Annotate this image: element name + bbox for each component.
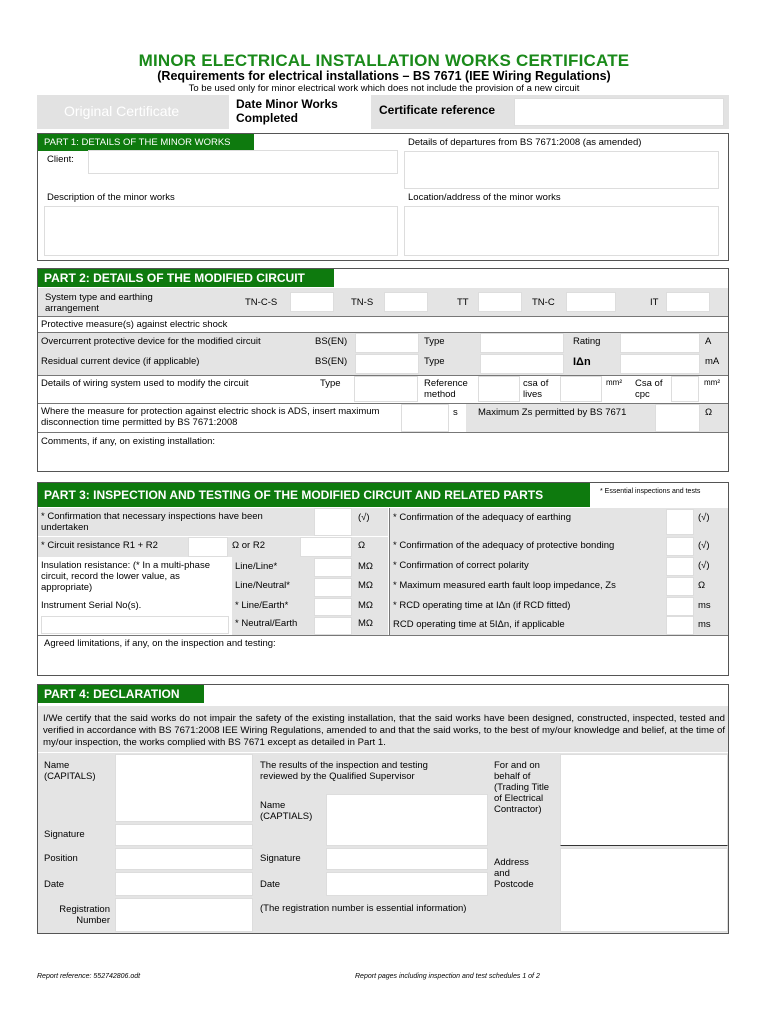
r1r2-field[interactable] — [188, 537, 228, 557]
date2-field[interactable] — [326, 872, 488, 896]
signature2-label: Signature — [260, 853, 301, 864]
tncs-checkbox[interactable] — [290, 292, 334, 312]
or-r2-label: Ω or R2 — [232, 540, 265, 551]
part3-heading: PART 3: INSPECTION AND TESTING OF THE MODIFIED CIRCUIT AND RELATED PARTS — [38, 483, 590, 507]
position-field[interactable] — [115, 848, 253, 870]
bonding-field[interactable] — [666, 537, 694, 556]
rcd-time-field[interactable] — [666, 597, 694, 616]
registration-field[interactable] — [115, 898, 253, 932]
earthing-tick: (√) — [698, 512, 710, 523]
date-completed-label: Date Minor Works Completed — [236, 97, 338, 125]
csa-lives-unit: mm² — [606, 378, 622, 387]
csa-cpc-unit: mm² — [704, 378, 720, 387]
neutral-earth-field[interactable] — [314, 617, 352, 635]
circuit-resistance-label: * Circuit resistance R1 + R2 — [41, 540, 158, 551]
idn-label: IΔn — [573, 356, 591, 368]
rcd-time5-field[interactable] — [666, 616, 694, 635]
description-field[interactable] — [44, 206, 398, 256]
date2-label: Date — [260, 879, 281, 890]
it-checkbox[interactable] — [666, 292, 710, 312]
line-neutral-label: Line/Neutral* — [235, 580, 290, 591]
ocpd-type-field[interactable] — [480, 333, 564, 353]
usage-note: To be used only for minor electrical work which does not include the provision of a new circuit — [188, 83, 580, 94]
ref-method-label: Reference method — [424, 378, 468, 400]
line-earth-unit: MΩ — [358, 600, 374, 611]
loop-impedance-field[interactable] — [666, 577, 694, 596]
polarity-tick: (√) — [698, 560, 710, 571]
position-label: Position — [44, 853, 78, 864]
max-zs-label: Maximum Zs permitted by BS 7671 — [478, 407, 627, 418]
bonding-label: * Confirmation of the adequacy of protective bonding — [393, 540, 615, 551]
r2-unit: Ω — [358, 540, 366, 551]
name2-label: Name (CAPTIALS) — [260, 800, 313, 822]
rcd-bsen-label: BS(EN) — [315, 356, 348, 367]
rcd-time5-label: RCD operating time at 5IΔn, if applicable — [393, 619, 565, 630]
wiring-type-field[interactable] — [354, 376, 418, 402]
limitations-label: Agreed limitations, if any, on the inspection and testing: — [44, 638, 276, 649]
line-line-label: Line/Line* — [235, 561, 278, 572]
system-tnc: TN-C — [532, 297, 555, 308]
idn-unit: mA — [705, 356, 720, 367]
line-earth-label: * Line/Earth* — [235, 600, 289, 611]
signature2-field[interactable] — [326, 848, 488, 870]
csa-cpc-field[interactable] — [671, 376, 699, 402]
rcd-time-unit: ms — [698, 600, 711, 611]
rcd-type-field[interactable] — [480, 354, 564, 374]
on-behalf-label: For and on behalf of (Trading Title of Electrical Contractor) — [494, 760, 550, 815]
line-neutral-field[interactable] — [314, 578, 352, 597]
system-tt: TT — [457, 297, 469, 308]
neutral-earth-unit: MΩ — [358, 618, 374, 629]
name-field[interactable] — [115, 754, 253, 822]
description-label: Description of the minor works — [47, 192, 175, 203]
departures-field[interactable] — [404, 151, 719, 189]
part2-heading: PART 2: DETAILS OF THE MODIFIED CIRCUIT — [38, 269, 334, 287]
ocpd-bsen-field[interactable] — [355, 333, 419, 353]
polarity-field[interactable] — [666, 557, 694, 576]
wiring-label: Details of wiring system used to modify the circuit — [41, 378, 249, 389]
wiring-type-label: Type — [320, 378, 341, 389]
registration-label: Registration Number — [59, 904, 110, 926]
signature-field[interactable] — [115, 824, 253, 846]
max-zs-field[interactable] — [655, 404, 700, 432]
tt-checkbox[interactable] — [478, 292, 522, 312]
comments-label: Comments, if any, on existing installation: — [41, 436, 216, 447]
location-label: Location/address of the minor works — [408, 192, 561, 203]
ocpd-label: Overcurrent protective device for the modified circuit — [41, 336, 261, 347]
earthing-label: * Confirmation of the adequacy of earthing — [393, 512, 571, 523]
address-label: Address and Postcode — [494, 857, 534, 890]
csa-lives-field[interactable] — [560, 376, 602, 402]
system-tncs: TN-C-S — [245, 297, 278, 308]
line-line-unit: MΩ — [358, 561, 374, 572]
declaration-text: I/We certify that the said works do not impair the safety of the existing installation, that the said works have been designed, constructed, inspected, tested and verified in accordance with BS 7671:2008 IEE Wiring Regulations, amended to and that the said works, to the best of my/our knowledge and belief, at the time of my/our inspection, the works complied with BS 7671 except as detailed in Part 1. — [43, 713, 725, 748]
idn-field[interactable] — [620, 354, 700, 374]
confirm-inspections-label: * Confirmation that necessary inspections have been undertaken — [41, 511, 263, 533]
name2-field[interactable] — [326, 794, 488, 846]
essential-note: * Essential inspections and tests — [600, 488, 701, 495]
part1-heading: PART 1: DETAILS OF THE MINOR WORKS — [38, 134, 254, 151]
seconds-unit: s — [453, 407, 458, 418]
csa-cpc-label: Csa of cpc — [635, 378, 663, 400]
certificate-subtitle: (Requirements for electrical installations – BS 7671 (IEE Wiring Regulations) — [157, 69, 611, 83]
rcd-type-label: Type — [424, 356, 445, 367]
client-label: Client: — [47, 154, 74, 165]
address-field[interactable] — [560, 848, 728, 932]
neutral-earth-label: * Neutral/Earth — [235, 618, 298, 629]
protective-measures-label: Protective measure(s) against electric shock — [41, 319, 228, 330]
serial-field[interactable] — [41, 616, 229, 634]
rcd-time-label: * RCD operating time at IΔn (if RCD fitted) — [393, 600, 571, 611]
loop-impedance-unit: Ω — [698, 580, 706, 591]
insulation-label: Insulation resistance: (* In a multi-phase circuit, record the lower value, as appropriate) — [41, 560, 210, 593]
date-label: Date — [44, 879, 65, 890]
line-neutral-unit: MΩ — [358, 580, 374, 591]
results-label: The results of the inspection and testing reviewed by the Qualified Supervisor — [260, 760, 428, 782]
polarity-label: * Confirmation of correct polarity — [393, 560, 529, 571]
ads-label: Where the measure for protection against electric shock is ADS, insert maximum disconnection time permitted by BS 7671:2008 — [41, 406, 380, 428]
name-label: Name (CAPITALS) — [44, 760, 96, 782]
date-field[interactable] — [115, 872, 253, 896]
loop-impedance-label: * Maximum measured earth fault loop impedance, Zs — [393, 580, 616, 591]
certificate-reference-label: Certificate reference — [379, 103, 496, 117]
max-zs-unit: Ω — [705, 407, 713, 418]
line-line-field[interactable] — [314, 558, 352, 577]
bonding-tick: (√) — [698, 540, 710, 551]
registration-note: (The registration number is essential information) — [260, 903, 467, 914]
certificate-title: MINOR ELECTRICAL INSTALLATION WORKS CERTIFICATE — [138, 51, 630, 70]
ref-method-field[interactable] — [478, 376, 520, 402]
rating-field[interactable] — [620, 333, 700, 353]
serial-label: Instrument Serial No(s). — [41, 600, 142, 611]
location-field[interactable] — [404, 206, 719, 256]
system-tns: TN-S — [351, 297, 374, 308]
rcd-time5-unit: ms — [698, 619, 711, 630]
ocpd-type-label: Type — [424, 336, 445, 347]
client-field[interactable] — [88, 150, 398, 174]
r2-field[interactable] — [300, 537, 352, 557]
rating-label: Rating — [573, 336, 601, 347]
disconnection-time-field[interactable] — [401, 404, 449, 432]
rcd-bsen-field[interactable] — [355, 354, 419, 374]
report-reference: Report reference: 552742806.odt — [37, 973, 141, 980]
system-it: IT — [650, 297, 659, 308]
csa-lives-label: csa of lives — [523, 378, 549, 400]
tns-checkbox[interactable] — [384, 292, 428, 312]
earthing-field[interactable] — [666, 509, 694, 535]
contractor-field[interactable] — [560, 754, 728, 846]
system-type-label: System type and earthing arrangement — [45, 292, 153, 314]
rating-unit: A — [705, 336, 712, 347]
line-earth-field[interactable] — [314, 598, 352, 616]
original-certificate-label: Original Certificate — [64, 103, 180, 119]
signature-label: Signature — [44, 829, 85, 840]
certificate-reference-field[interactable] — [514, 98, 724, 126]
tick-unit: (√) — [358, 512, 370, 523]
tnc-checkbox[interactable] — [566, 292, 616, 312]
rcd-label: Residual current device (if applicable) — [41, 356, 200, 367]
departures-label: Details of departures from BS 7671:2008 (as amended) — [408, 137, 642, 148]
ocpd-bsen-label: BS(EN) — [315, 336, 348, 347]
confirm-inspections-field[interactable] — [314, 508, 352, 536]
report-pages: Report pages including inspection and test schedules 1 of 2 — [355, 973, 540, 980]
part4-heading: PART 4: DECLARATION — [38, 685, 204, 703]
